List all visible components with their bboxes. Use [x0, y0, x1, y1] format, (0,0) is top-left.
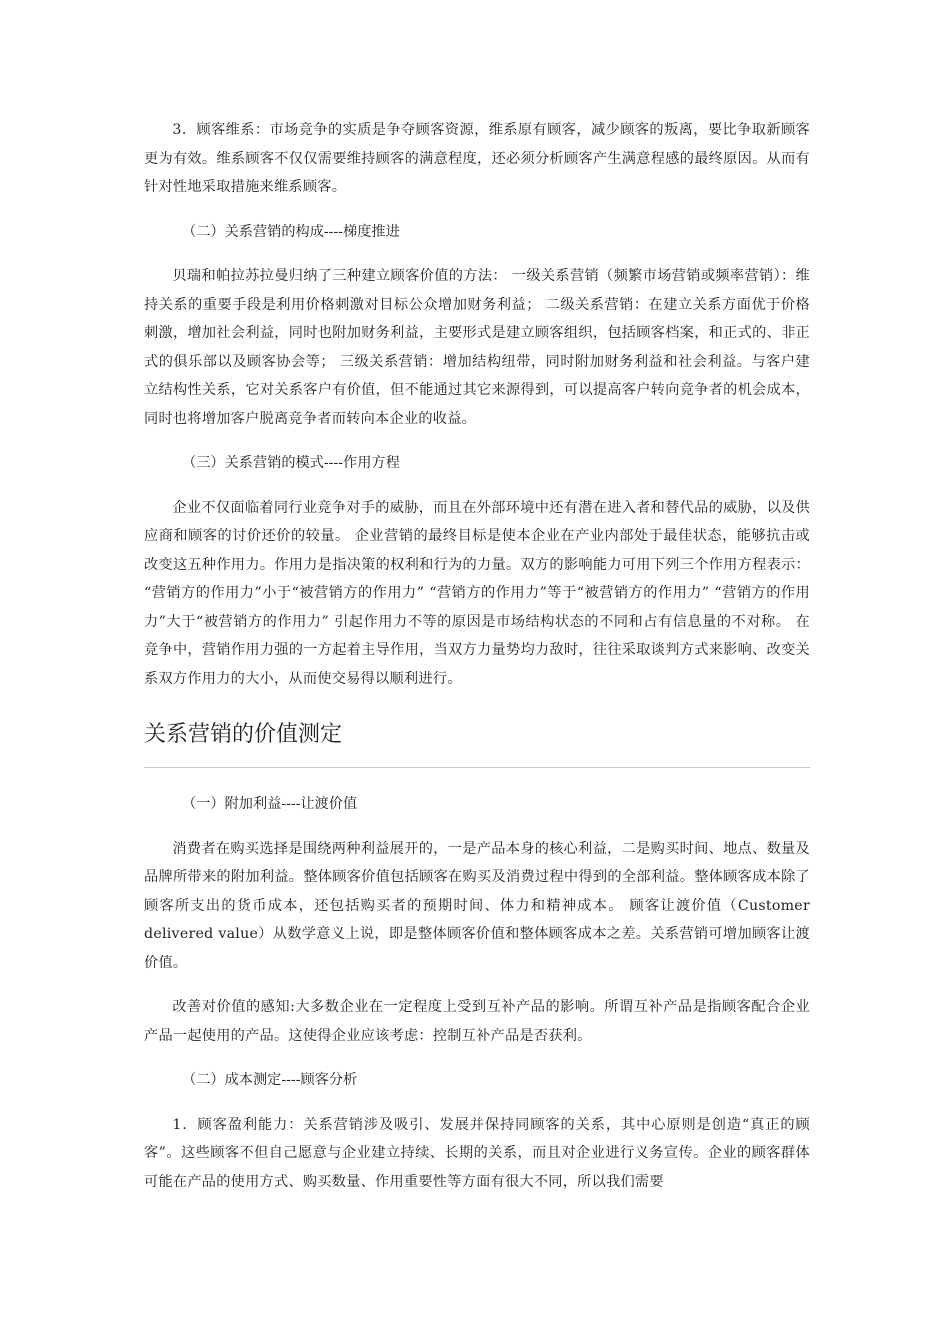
subheading-model: （三）关系营销的模式----作用方程: [182, 455, 400, 471]
paragraph-customer-profitability: 1．顾客盈利能力：关系营销涉及吸引、发展并保持同顾客的关系，其中心原则是创造“真正的顾客”。这些顾客不但自己愿意与企业建立持续、长期的关系，而且对企业进行义务宣传。企业的顾客群体可能在产品的使用方式、购买数量、作用重要性等方面有很大不同，所以我们需要: [144, 1116, 810, 1190]
paragraph-force-equations: 企业不仅面临着同行业竞争对手的威胁，而且在外部环境中还有潜在进入者和替代品的威胁，以及供应商和顾客的讨价还价的较量。 企业营销的最终目标是使本企业在产业内部处于最佳状态，能够抗击或改变这五种作用力。作用力是指决策的权利和行为的力量。双方的影响能力可用下列三个作用方程表示： “营销方的作用力”小于“被营销方的作用力” “营销方的作用力”等于“被营销方的作用力” “营销方的作用力”大于“被营销方的作用力” 引起作用力不等的原因是市场结构状态的不同和占有信息量的不对称。 在竞争中，营销作用力强的一方起着主导作用，当双方力量势均力敌时，往往采取谈判方式来影响、改变关系双方作用力的大小，从而使交易得以顺利进行。: [144, 499, 810, 687]
section-heading-value-measurement: 关系营销的价值测定: [144, 722, 343, 747]
subheading-structure: （二）关系营销的构成----梯度推进: [182, 223, 400, 240]
paragraph-perceived-value: 改善对价值的感知:大多数企业在一定程度上受到互补产品的影响。所谓互补产品是指顾客配合企业产品一起使用的产品。这使得企业应该考虑：控制互补产品是否获利。: [144, 999, 810, 1044]
subheading-cost-measurement: （二）成本测定----顾客分析: [182, 1072, 358, 1088]
paragraph-customer-retention: 3．顾客维系：市场竞争的实质是争夺顾客资源，维系原有顾客，减少顾客的叛离，要比争取新顾客更为有效。维系顾客不仅仅需要维持顾客的满意程度，还必须分析顾客产生满意程感的最终原因。从而有针对性地采取措施来维系顾客。: [144, 122, 810, 195]
paragraph-three-levels: 贝瑞和帕拉苏拉曼归纳了三种建立顾客价值的方法： 一级关系营销（频繁市场营销或频率营销）：维持关系的重要手段是利用价格刺激对目标公众增加财务利益； 二级关系营销：在建立关系方面优于价格刺激，增加社会利益，同时也附加财务利益，主要形式是建立顾客组织，包括顾客档案，和正式的、非正式的俱乐部以及顾客协会等； 三级关系营销：增加结构纽带，同时附加财务利益和社会利益。与客户建立结构性关系，它对关系客户有价值，但不能通过其它来源得到，可以提高客户转向竞争者的机会成本，同时也将增加客户脱离竞争者而转向本企业的收益。: [144, 268, 810, 427]
paragraph-delivered-value: 消费者在购买选择是围绕两种利益展开的，一是产品本身的核心利益，二是购买时间、地点、数量及品牌所带来的附加利益。整体顾客价值包括顾客在购买及消费过程中得到的全部利益。整体顾客成本除了顾客所支出的货币成本，还包括购买者的预期时间、体力和精神成本。 顾客让渡价值（Customer delivered value）从数学意义上说，即是整体顾客价值和整体顾客成本之差。关系营销可增加顾客让渡价值。: [144, 840, 810, 971]
subheading-added-benefit: （一）附加利益----让渡价值: [182, 796, 358, 812]
heading-divider: [144, 767, 810, 768]
document-page: [144, 116, 810, 1196]
